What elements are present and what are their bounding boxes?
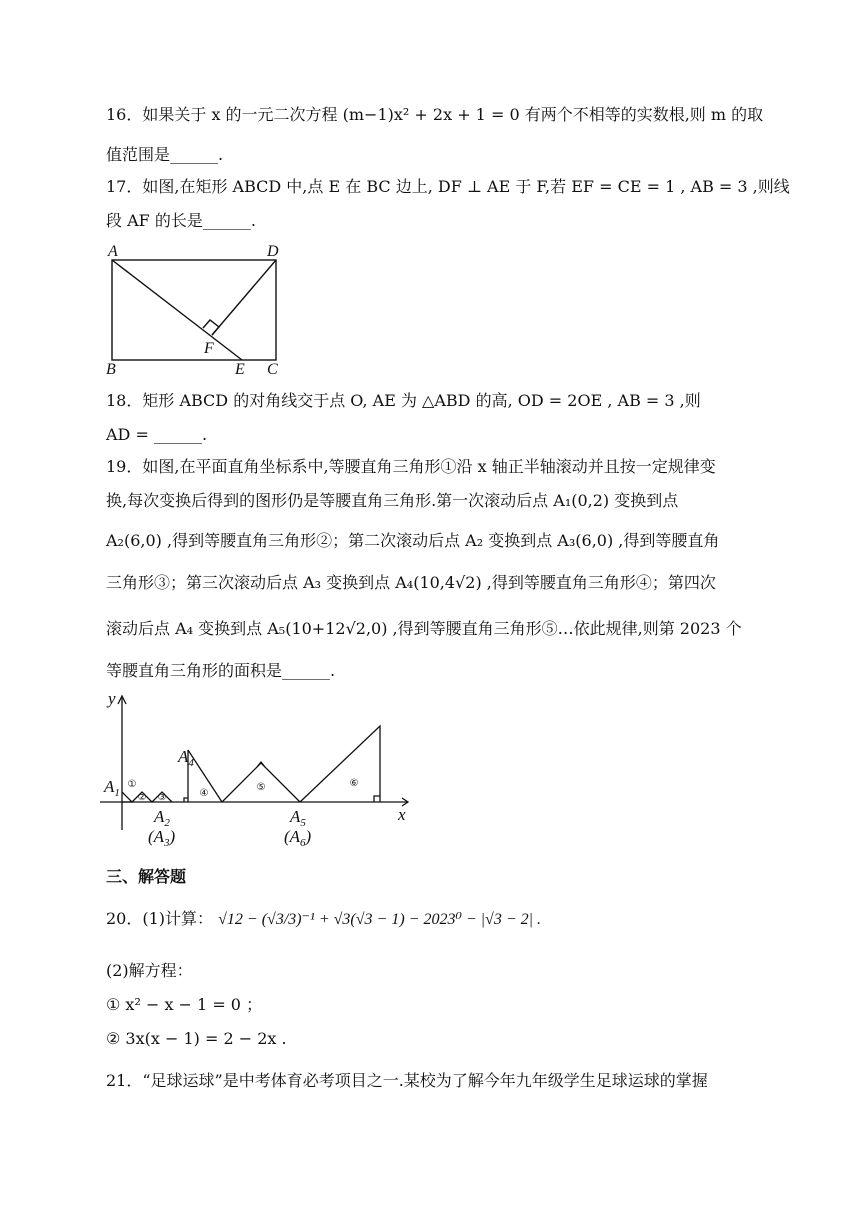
label-a1: $A_1$ <box>104 777 120 799</box>
tri-label-2: ② <box>137 792 147 803</box>
q20-equation-1: ① x² − x − 1 = 0 ； <box>106 995 263 1014</box>
q19-line3: A₂(6,0) ,得到等腰直角三角形②；第二次滚动后点 A₂ 变换到点 A₃(6,0) ,得到等腰直角 <box>106 531 720 550</box>
segment-df <box>212 260 276 335</box>
q19-rolling-triangles-figure <box>100 690 420 850</box>
triangle-1 <box>122 792 132 802</box>
tri-label-1: ① <box>127 779 137 790</box>
q17-line1: 17．如图,在矩形 ABCD 中,点 E 在 BC 边上, DF ⊥ AE 于 F,若 EF = CE = 1 , AB = 3 ,则线 <box>106 177 790 196</box>
label-b: B <box>106 361 116 378</box>
q19-line2: 换,每次变换后得到的图形仍是等腰直角三角形.第一次滚动后点 A₁(0,2) 变换到点 <box>106 491 679 510</box>
triangle-6 <box>300 726 380 802</box>
q17-line2: 段 AF 的长是______. <box>106 211 256 230</box>
q21-line1: 21．“足球运球”是中考体育必考项目之一.某校为了解今年九年级学生足球运球的掌握 <box>106 1071 708 1090</box>
right-angle-mark-6 <box>374 796 380 802</box>
q16-line2: 值范围是______. <box>106 145 224 164</box>
label-a3: $(A_3)$ <box>148 827 176 849</box>
section-heading: 三、解答题 <box>106 867 187 886</box>
q20-part1-expression: √12 − (√3/3)⁻¹ + √3(√3 − 1) − 2023⁰ − |√3 − 2| . <box>218 911 542 928</box>
q19-line6: 等腰直角三角形的面积是______. <box>106 661 336 680</box>
q18-line1: 18．矩形 ABCD 的对角线交于点 O, AE 为 △ABD 的高, OD = 2OE , AB = 3 ,则 <box>106 391 701 410</box>
tri-label-4: ④ <box>199 788 209 799</box>
label-a4: $A_4$ <box>178 747 194 769</box>
q18-line2: AD = ______. <box>106 425 208 444</box>
q17-rectangle-figure <box>100 240 300 380</box>
label-a2: $A_2$ <box>154 807 170 829</box>
q20-equation-2: ② 3x(x − 1) = 2 − 2x . <box>106 1029 287 1048</box>
label-e: E <box>235 361 245 378</box>
q20-part1 <box>106 908 541 931</box>
right-angle-mark <box>203 320 219 335</box>
q20-part1-prefix: 20．(1)计算： <box>106 909 214 928</box>
label-a: A <box>108 243 118 260</box>
axis-y-label: y <box>108 690 116 708</box>
tri-label-5: ⑤ <box>256 782 266 793</box>
q16-line1: 16．如果关于 x 的一元二次方程 (m−1)x² + 2x + 1 = 0 有两个不相等的实数根,则 m 的取 <box>106 105 764 124</box>
label-f: F <box>204 340 214 357</box>
q19-line4: 三角形③；第三次滚动后点 A₃ 变换到点 A₄(10,4√2) ,得到等腰直角三角形④；第四次 <box>106 573 716 592</box>
rect-abcd <box>112 260 276 360</box>
label-d: D <box>267 243 279 260</box>
segment-ae <box>112 260 242 360</box>
label-c: C <box>267 361 278 378</box>
tri-label-6: ⑥ <box>349 778 359 789</box>
label-a6: $(A_6)$ <box>284 827 312 849</box>
tri-label-3: ③ <box>157 792 167 803</box>
q20-part2: (2)解方程： <box>106 961 193 980</box>
q19-line5: 滚动后点 A₄ 变换到点 A₅(10+12√2,0) ,得到等腰直角三角形⑤…依此规律,则第 2023 个 <box>106 619 742 638</box>
axis-x-label: x <box>398 805 406 824</box>
label-a5: $A_5$ <box>290 807 306 829</box>
right-angle-mark-5 <box>257 762 265 767</box>
q19-line1: 19．如图,在平面直角坐标系中,等腰直角三角形①沿 x 轴正半轴滚动并且按一定规律变 <box>106 457 716 476</box>
